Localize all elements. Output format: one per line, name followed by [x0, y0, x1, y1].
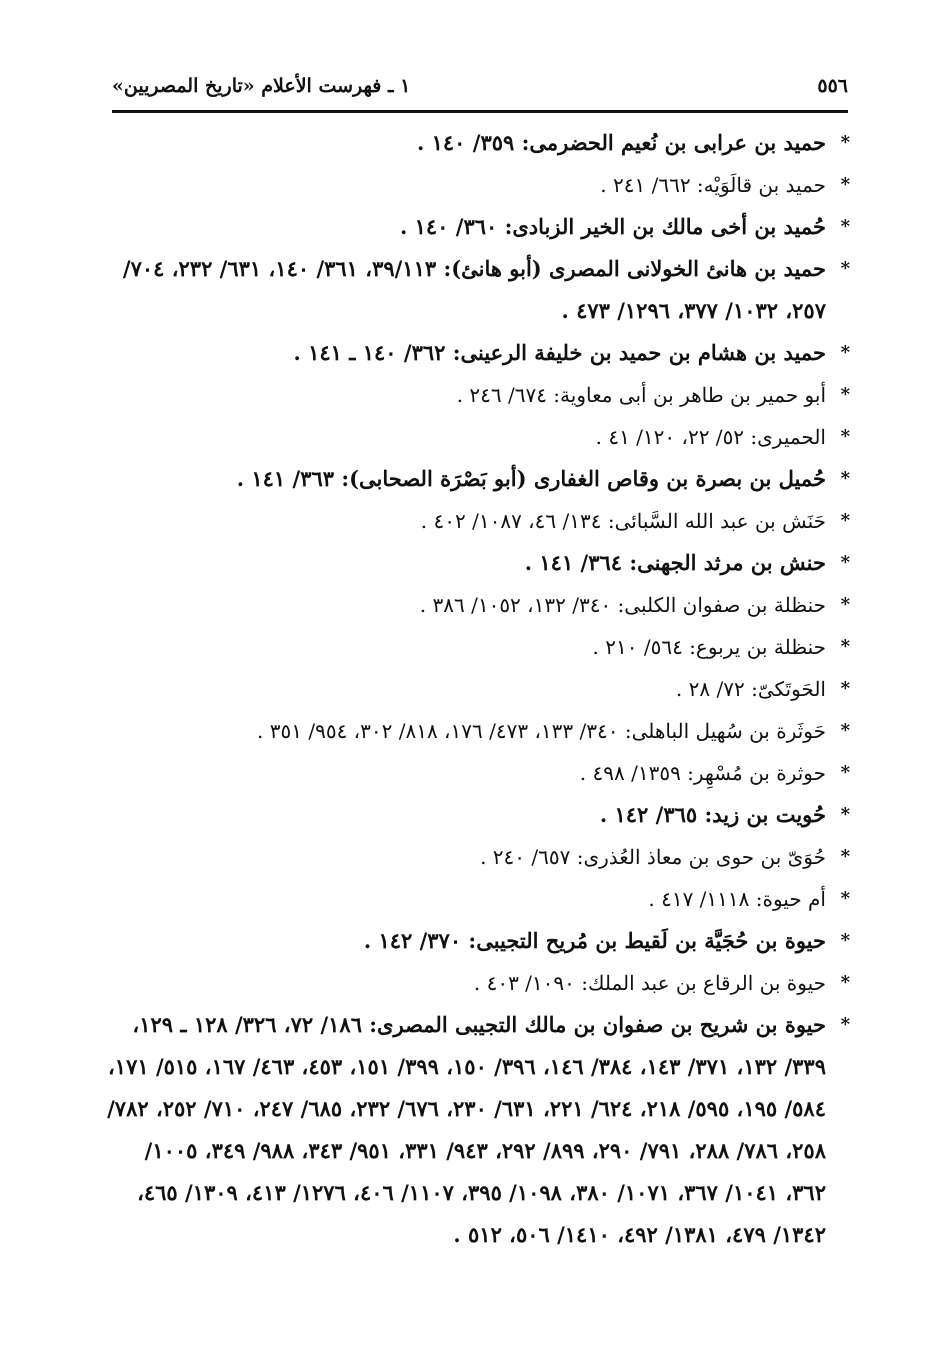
asterisk-bullet: * [840, 216, 850, 237]
asterisk-bullet: * [840, 888, 850, 909]
asterisk-bullet: * [840, 930, 850, 951]
entry-text: حَوثَرة بن سُهيل الباهلى: ٣٤٠/ ١٣٣، ٤٧٣/ ١٧٦، ٨١٨/ ٣٠٢، ٩٥٤/ ٣٥١ . [257, 719, 826, 743]
index-entry [105, 584, 850, 626]
index-entry [105, 248, 850, 332]
index-entry [105, 836, 850, 878]
index-entry [105, 668, 850, 710]
entry-text: أم حيوة: ١١١٨/ ٤١٧ . [648, 887, 826, 911]
entry-text: الحَوتَكىّ: ٧٢/ ٢٨ . [675, 677, 826, 701]
entry-text: حنش بن مرثد الجهنى: ٣٦٤/ ١٤١ . [524, 550, 826, 575]
index-entry [105, 332, 850, 374]
entry-text: حميد بن هانئ الخولانى المصرى (أبو هانئ): ٣٩/١١٣، ٣٦١/ ١٤٠، ٦٣١/ ٢٣٢، ٧٠٤/ ٢٥٧، ١٠٣٢/ ٣٧٧، ١٢٩٦/ ٤٧٣ . [122, 256, 826, 323]
entry-text: حوثرة بن مُسْهِر: ١٣٥٩/ ٤٩٨ . [579, 761, 826, 785]
asterisk-bullet: * [840, 720, 850, 741]
entry-text: حنظلة بن يربوع: ٥٦٤/ ٢١٠ . [592, 635, 826, 659]
asterisk-bullet: * [840, 636, 850, 657]
entry-text: حُوَىّ بن حوى بن معاذ العُذرى: ٦٥٧/ ٢٤٠ . [480, 845, 826, 869]
index-entry [105, 374, 850, 416]
index-entry [105, 458, 850, 500]
entry-text: حُميل بن بصرة بن وقاص الغفارى (أبو بَصْرَة الصحابى): ٣٦٣/ ١٤١ . [236, 466, 826, 491]
index-entry [105, 164, 850, 206]
entry-text: حيوة بن شريح بن صفوان بن مالك التجيبى المصرى: ١٨٦/ ٧٢، ٣٢٦/ ١٢٨ ـ ١٢٩، ٣٣٩/ ١٣٢، ٣٧١/ ١٤٣، ٣٨٤/ ١٤٦، ٣٩٦/ ١٥٠، ٣٩٩/ ١٥١، ٤٥٣، ٤٦٣/ ١٦٧، ٥١٥/ ١٧١، ٥٨٤/ ١٩٥، ٥٩٥/ ٢١٨، ٦٢٤/ ٢٢١، ٦٣١/ ٢٣٠، ٦٧٦/ ٢٣٢، ٦٨٥/ ٢٤٧، ٧١٠/ ٢٥٢، ٧٨٢/ ٢٥٨، ٧٨٦/ ٢٨٨، ٧٩١/ ٢٩٠، ٨٩٩/ ٢٩٢، ٩٤٣/ ٣٣١، ٩٥١/ ٣٤٣، ٩٨٨/ ٣٤٩، ١٠٠٥/ ٣٦٢، ١٠٤١/ ٣٦٧، ١٠٧١/ ٣٨٠، ١٠٩٨/ ٣٩٥، ١١٠٧/ ٤٠٦، ١٢٧٦/ ٤١٣، ١٣٠٩/ ٤٦٥، ١٣٤٢/ ٤٧٩، ١٣٨١/ ٤٩٢، ١٤١٠/ ٥٠٦، ٥١٢ . [107, 1012, 826, 1247]
entry-text: حنظلة بن صفوان الكلبى: ٣٤٠/ ١٣٢، ١٠٥٢/ ٣٨٦ . [419, 593, 826, 617]
asterisk-bullet: * [840, 426, 850, 447]
header-rule [112, 110, 848, 113]
entry-text: حميد بن هشام بن حميد بن خليفة الرعينى: ٣٦٢/ ١٤٠ ـ ١٤١ . [293, 340, 826, 365]
asterisk-bullet: * [840, 594, 850, 615]
running-title: ١ ـ فهرست الأعلام «تاريخ المصريين» [112, 75, 411, 97]
index-entry [105, 416, 850, 458]
asterisk-bullet: * [840, 174, 850, 195]
entry-text: أبو حمير بن طاهر بن أبى معاوية: ٦٧٤/ ٢٤٦ . [456, 383, 826, 407]
asterisk-bullet: * [840, 972, 850, 993]
index-entry [105, 878, 850, 920]
index-entry [105, 206, 850, 248]
asterisk-bullet: * [840, 258, 850, 279]
index-entry [105, 542, 850, 584]
entry-text: الحميرى: ٥٢/ ٢٢، ١٢٠/ ٤١ . [595, 425, 826, 449]
index-entry [105, 962, 850, 1004]
asterisk-bullet: * [840, 132, 850, 153]
asterisk-bullet: * [840, 1014, 850, 1035]
asterisk-bullet: * [840, 804, 850, 825]
asterisk-bullet: * [840, 510, 850, 531]
index-entry [105, 500, 850, 542]
asterisk-bullet: * [840, 384, 850, 405]
asterisk-bullet: * [840, 342, 850, 363]
index-entry [105, 710, 850, 752]
index-entries [105, 122, 850, 1256]
entry-text: حيوة بن الرقاع بن عبد الملك: ١٠٩٠/ ٤٠٣ . [473, 971, 826, 995]
index-entry [105, 122, 850, 164]
asterisk-bullet: * [840, 468, 850, 489]
asterisk-bullet: * [840, 678, 850, 699]
asterisk-bullet: * [840, 552, 850, 573]
page-header [112, 66, 848, 106]
index-entry [105, 752, 850, 794]
index-entry [105, 626, 850, 668]
entry-text: حَنَش بن عبد الله السَّبائى: ١٣٤/ ٤٦، ١٠٨٧/ ٤٠٢ . [420, 509, 826, 533]
entry-text: حُويت بن زيد: ٣٦٥/ ١٤٢ . [599, 802, 826, 827]
index-entry [105, 1004, 850, 1256]
entry-text: حُميد بن أخى مالك بن الخير الزبادى: ٣٦٠/ ١٤٠ . [400, 214, 826, 239]
entry-text: حيوة بن حُجَيَّة بن لَقيط بن مُريح التجيبى: ٣٧٠/ ١٤٢ . [363, 928, 826, 953]
asterisk-bullet: * [840, 846, 850, 867]
page-number: ٥٥٦ [817, 75, 848, 97]
index-entry [105, 794, 850, 836]
asterisk-bullet: * [840, 762, 850, 783]
index-entry [105, 920, 850, 962]
entry-text: حميد بن قالَوَيْه: ٦٦٢/ ٢٤١ . [600, 173, 826, 197]
entry-text: حميد بن عرابى بن نُعيم الحضرمى: ٣٥٩/ ١٤٠ . [417, 130, 826, 155]
